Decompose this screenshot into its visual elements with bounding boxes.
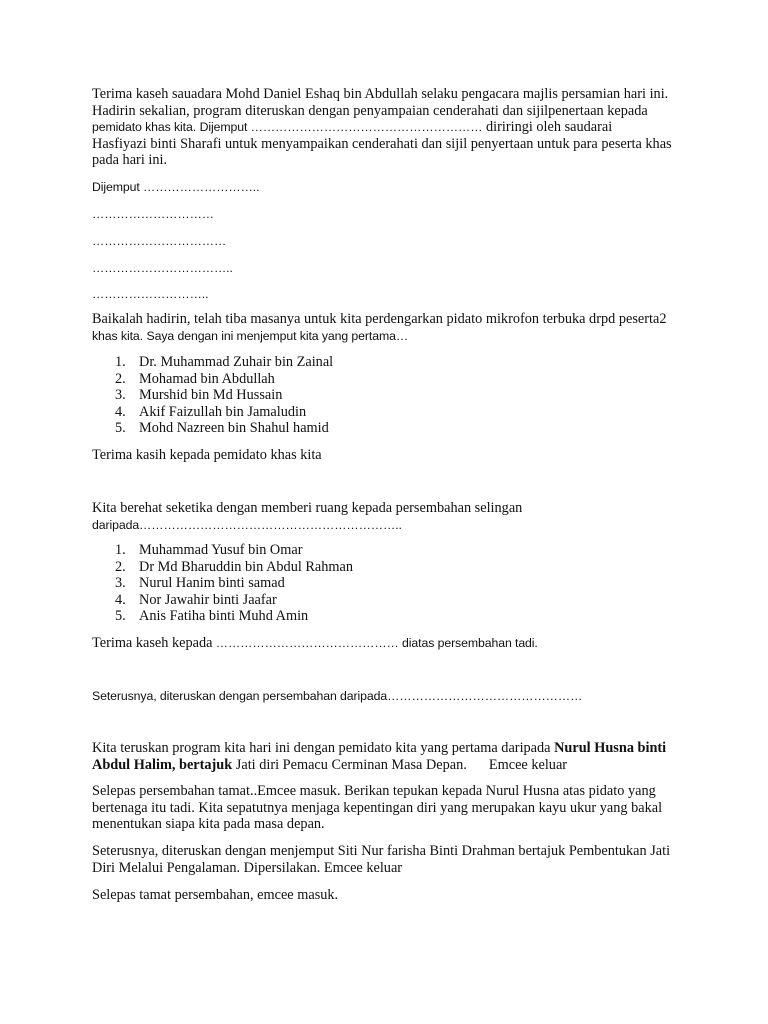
speaker-name: Mohd Nazreen bin Shahul hamid bbox=[139, 420, 329, 436]
list-number: 2. bbox=[115, 370, 126, 387]
speech-intro-line-2-invite: Saya dengan ini menjemput kita yang pertama… bbox=[146, 328, 409, 343]
list-item bbox=[92, 371, 692, 388]
speech-intro-line-2-start: khas kita. bbox=[92, 328, 143, 343]
list-number: 4. bbox=[115, 591, 126, 608]
intro-line-1: Terima kaseh sauadara Mohd Daniel Eshaq bin Abdullah selaku pengacara majlis persamian hari ini. bbox=[92, 86, 669, 102]
break-line-2: daripada……………………………………………………….. bbox=[92, 517, 402, 532]
program-paragraph bbox=[92, 740, 692, 773]
list-number: 5. bbox=[115, 608, 126, 624]
performers-list bbox=[92, 542, 692, 625]
intro-line-3-end: diriringi oleh saudarai bbox=[482, 119, 613, 135]
intro-line-2: Hadirin sekalian, program diteruskan dengan penyampaian cenderahati dan sijilpenertaan kepada bbox=[92, 102, 648, 119]
invite-line-4: …………………………….. bbox=[92, 261, 233, 275]
after-line-1: Selepas persembahan tamat..Emcee masuk. Berikan tepukan kepada Nurul Husna atas pidato yang bbox=[92, 783, 656, 799]
thanks-speakers: Terima kasih kepada pemidato khas kita bbox=[92, 447, 322, 463]
intro-line-4: Hasfiyazi binti Sharafi untuk menyampaikan cenderahati dan sijil penyertaan untuk para peserta khas bbox=[92, 135, 672, 152]
list-number: 5. bbox=[115, 420, 126, 436]
thanks-performers-start: Terima kaseh kepada bbox=[92, 635, 213, 651]
program-line-1 bbox=[92, 740, 692, 757]
intro-line-3 bbox=[92, 119, 692, 136]
list-item bbox=[92, 354, 692, 371]
speaker-name: Akif Faizullah bin Jamaludin bbox=[139, 403, 307, 420]
invite-line-5: ……………………….. bbox=[92, 287, 209, 301]
break-paragraph bbox=[92, 500, 692, 533]
next-speaker-line-2: Diri Melalui Pengalaman. Dipersilakan. Emcee keluar bbox=[92, 859, 403, 876]
list-item bbox=[92, 387, 692, 404]
speaker-name: Murshid bin Md Hussain bbox=[139, 387, 283, 403]
invite-line-2: ………………………… bbox=[92, 207, 214, 221]
after-line-3: menentukan siapa kita pada masa depan. bbox=[92, 816, 325, 832]
after-performance-paragraph bbox=[92, 783, 692, 833]
speaker-name: Mohamad bin Abdullah bbox=[139, 370, 275, 387]
speech-intro-line-1: Baikalah hadirin, telah tiba masanya untuk kita perdengarkan pidato mikrofon terbuka drpd peserta2 bbox=[92, 311, 667, 327]
closing-line: Selepas tamat persembahan, emcee masuk. bbox=[92, 887, 339, 903]
thanks-performers bbox=[92, 635, 692, 652]
after-line-2: bertenaga itu tadi. Kita sepatutnya menjaga kepentingan diri yang merupakan kayu ukur yang bakal bbox=[92, 799, 663, 816]
next-performance: Seterusnya, diteruskan dengan persembahan daripada………………………………………… bbox=[92, 689, 583, 703]
list-item bbox=[92, 608, 692, 625]
program-line-1-text: Kita teruskan program kita hari ini dengan pemidato kita yang pertama daripada bbox=[92, 740, 555, 756]
emcee-out-note: Emcee keluar bbox=[488, 756, 568, 773]
performer-name: Dr Md Bharuddin bin Abdul Rahman bbox=[139, 558, 354, 575]
list-item bbox=[92, 559, 692, 576]
next-speaker-paragraph bbox=[92, 843, 692, 876]
performer-name: Muhammad Yusuf bin Omar bbox=[139, 542, 303, 558]
intro-paragraph bbox=[92, 86, 692, 169]
list-item bbox=[92, 542, 692, 559]
performer-name: Nor Jawahir binti Jaafar bbox=[139, 591, 277, 608]
list-item bbox=[92, 575, 692, 592]
speech-intro-paragraph bbox=[92, 311, 692, 344]
list-number: 3. bbox=[115, 575, 126, 591]
next-speaker-line-1: Seterusnya, diteruskan dengan menjemput Siti Nur farisha Binti Drahman bertajuk Pembentukan Jati bbox=[92, 843, 671, 859]
list-number: 2. bbox=[115, 558, 126, 575]
list-number: 3. bbox=[115, 387, 126, 403]
list-item bbox=[92, 404, 692, 421]
speaker-name: Dr. Muhammad Zuhair bin Zainal bbox=[139, 354, 334, 370]
list-number: 1. bbox=[115, 354, 126, 370]
speech-intro-line-2 bbox=[92, 328, 692, 345]
performer-name: Nurul Hanim binti samad bbox=[139, 575, 285, 591]
performer-name: Anis Fatiha binti Muhd Amin bbox=[139, 608, 309, 624]
speaker-highlight: Nurul Husna binti bbox=[554, 740, 667, 756]
program-line-2 bbox=[92, 757, 692, 774]
invite-line-3: …………………………… bbox=[92, 234, 227, 248]
list-number: 4. bbox=[115, 403, 126, 420]
intro-line-3-start: pemidato khas kita. bbox=[92, 120, 197, 134]
list-item bbox=[92, 420, 692, 437]
invite-line-1: Dijemput ……………………….. bbox=[92, 180, 260, 194]
speakers-list bbox=[92, 354, 692, 437]
thanks-performers-end: ……………………………………… diatas persembahan tadi. bbox=[212, 636, 538, 650]
program-title: Jati diri Pemacu Cerminan Masa Depan. bbox=[232, 756, 467, 773]
break-line-1: Kita berehat seketika dengan memberi ruang kepada persembahan selingan bbox=[92, 500, 523, 516]
speaker-highlight-cont: Abdul Halim, bertajuk bbox=[92, 756, 233, 773]
list-number: 1. bbox=[115, 542, 126, 558]
list-item bbox=[92, 592, 692, 609]
intro-line-5: pada hari ini. bbox=[92, 152, 168, 168]
intro-line-3-invite: Dijemput ………………………………………………… bbox=[199, 120, 483, 134]
